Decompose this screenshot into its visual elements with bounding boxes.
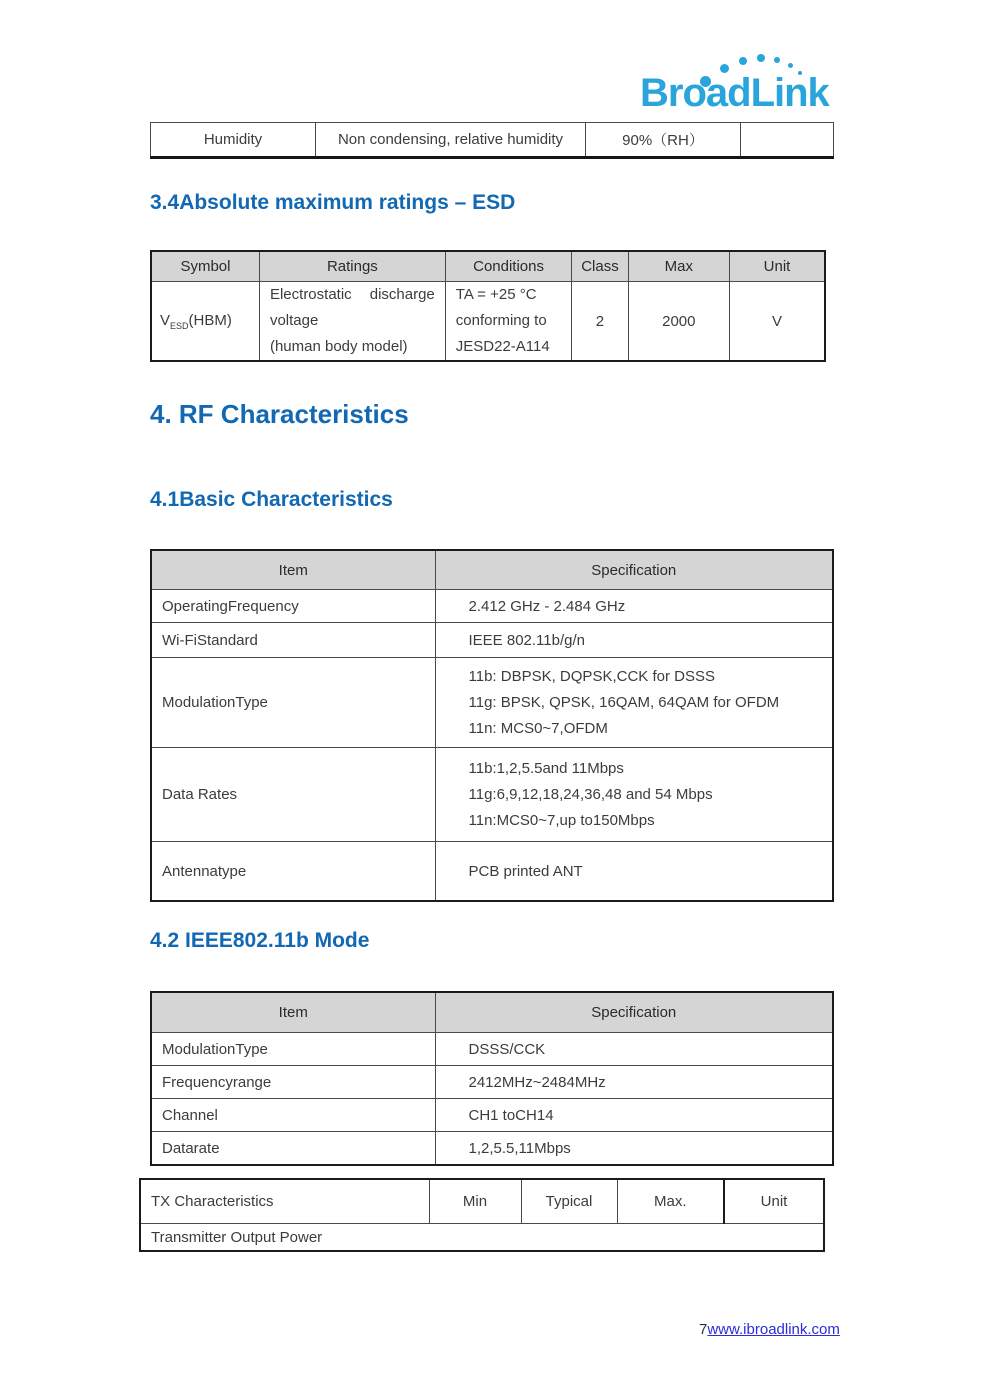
ratings-word1: Electrostatic: [269, 286, 352, 303]
col-header-max: Max.: [617, 1179, 724, 1224]
item-cell: Antennatype: [151, 842, 435, 902]
item-cell: Data Rates: [151, 748, 435, 842]
humidity-table: [150, 122, 834, 159]
item-cell: ModulationType: [151, 658, 435, 748]
spec-line: 11b:1,2,5.5and 11Mbps: [468, 759, 624, 777]
section-title-4-1: 4.1Basic Characteristics: [150, 488, 393, 511]
ratings-line3: (human body model): [269, 338, 408, 355]
col-header-item: Item: [151, 550, 435, 590]
tx-characteristics-table: [139, 1178, 825, 1252]
logo-wordmark: BroadLink: [640, 71, 829, 115]
col-header-ratings: Ratings: [259, 251, 445, 282]
class-cell: 2: [572, 282, 628, 362]
table-row: [151, 1132, 833, 1166]
item-cell: Frequencyrange: [151, 1066, 435, 1099]
conditions-line3: JESD22-A114: [455, 338, 550, 355]
col-header-symbol: Symbol: [151, 251, 259, 282]
symbol-suffix: (HBM): [188, 311, 232, 329]
logo-dot: [739, 57, 747, 65]
spec-line: 11n:MCS0~7,up to150Mbps: [468, 811, 655, 829]
spec-cell: 1,2,5.5,11Mbps: [435, 1132, 833, 1166]
logo-dot: [774, 57, 780, 63]
spec-line: 11g: BPSK, QPSK, 16QAM, 64QAM for OFDM: [468, 693, 780, 711]
logo-dot: [757, 54, 765, 62]
table-row: [151, 842, 833, 902]
item-cell: Channel: [151, 1099, 435, 1132]
humidity-desc-cell: Non condensing, relative humidity: [316, 123, 586, 158]
spec-cell: CH1 toCH14: [435, 1099, 833, 1132]
col-header-typical: Typical: [521, 1179, 617, 1224]
ratings-cell: [259, 282, 445, 362]
section-title-4: 4. RF Characteristics: [150, 399, 409, 429]
table-header-row: [151, 550, 833, 590]
ratings-line1: [270, 282, 445, 308]
table-row: [151, 282, 825, 362]
basic-characteristics-table: [150, 549, 834, 902]
col-header-conditions: Conditions: [445, 251, 572, 282]
table-row: [151, 123, 834, 158]
spec-cell: IEEE 802.11b/g/n: [435, 623, 833, 658]
item-cell: OperatingFrequency: [151, 590, 435, 623]
ratings-line2: voltage: [269, 312, 319, 329]
table-row: [151, 1099, 833, 1132]
spec-cell: [435, 748, 833, 842]
table-row: [151, 748, 833, 842]
ratings-word2: discharge: [369, 286, 435, 303]
symbol-cell: [151, 282, 259, 362]
item-cell: ModulationType: [151, 1033, 435, 1066]
humidity-empty-cell: [741, 123, 834, 158]
max-cell: 2000: [628, 282, 729, 362]
spec-cell: [435, 658, 833, 748]
conditions-line1: TA = +25 °C: [455, 286, 537, 303]
col-header-item: Item: [151, 992, 435, 1033]
spec-line: 11b: DBPSK, DQPSK,CCK for DSSS: [468, 667, 715, 685]
col-header-unit: Unit: [724, 1179, 824, 1224]
table-row: [151, 623, 833, 658]
spec-cell: 2.412 GHz - 2.484 GHz: [435, 590, 833, 623]
section-title-4-2: 4.2 IEEE802.11b Mode: [150, 929, 370, 952]
item-cell: Wi-FiStandard: [151, 623, 435, 658]
tx-output-power-cell: Transmitter Output Power: [140, 1224, 824, 1252]
table-row: [151, 1066, 833, 1099]
table-header-row: [151, 251, 825, 282]
page-footer: [699, 1321, 840, 1338]
table-row: [151, 1033, 833, 1066]
table-row: [151, 658, 833, 748]
table-row: [151, 590, 833, 623]
conditions-cell: [445, 282, 572, 362]
ieee80211b-mode-table: [150, 991, 834, 1166]
symbol-subscript: ESD: [170, 320, 189, 331]
col-header-min: Min: [429, 1179, 521, 1224]
humidity-label-cell: Humidity: [151, 123, 316, 158]
table-row: [140, 1224, 824, 1252]
item-cell: Datarate: [151, 1132, 435, 1166]
col-header-unit: Unit: [730, 251, 825, 282]
website-link[interactable]: www.ibroadlink.com: [707, 1321, 840, 1338]
section-title-3-4: 3.4Absolute maximum ratings – ESD: [150, 191, 516, 214]
broadlink-logo: [640, 44, 845, 118]
spec-cell: DSSS/CCK: [435, 1033, 833, 1066]
esd-ratings-table: [150, 250, 826, 362]
col-header-specification: Specification: [435, 550, 833, 590]
spec-line: 11g:6,9,12,18,24,36,48 and 54 Mbps: [468, 785, 713, 803]
page-number: 7: [699, 1321, 708, 1338]
table-header-row: [151, 992, 833, 1033]
col-header-max: Max: [628, 251, 729, 282]
spec-cell: 2412MHz~2484MHz: [435, 1066, 833, 1099]
conditions-line2: conforming to: [455, 312, 547, 329]
logo-dot: [788, 63, 793, 68]
col-header-class: Class: [572, 251, 628, 282]
symbol-v: V: [160, 311, 171, 329]
unit-cell: V: [730, 282, 825, 362]
spec-cell: PCB printed ANT: [435, 842, 833, 902]
spec-line: 11n: MCS0~7,OFDM: [468, 719, 608, 737]
col-header-specification: Specification: [435, 992, 833, 1033]
col-header-tx-characteristics: TX Characteristics: [140, 1179, 429, 1224]
humidity-value-cell: 90%（RH）: [586, 123, 741, 158]
table-header-row: [140, 1179, 824, 1224]
